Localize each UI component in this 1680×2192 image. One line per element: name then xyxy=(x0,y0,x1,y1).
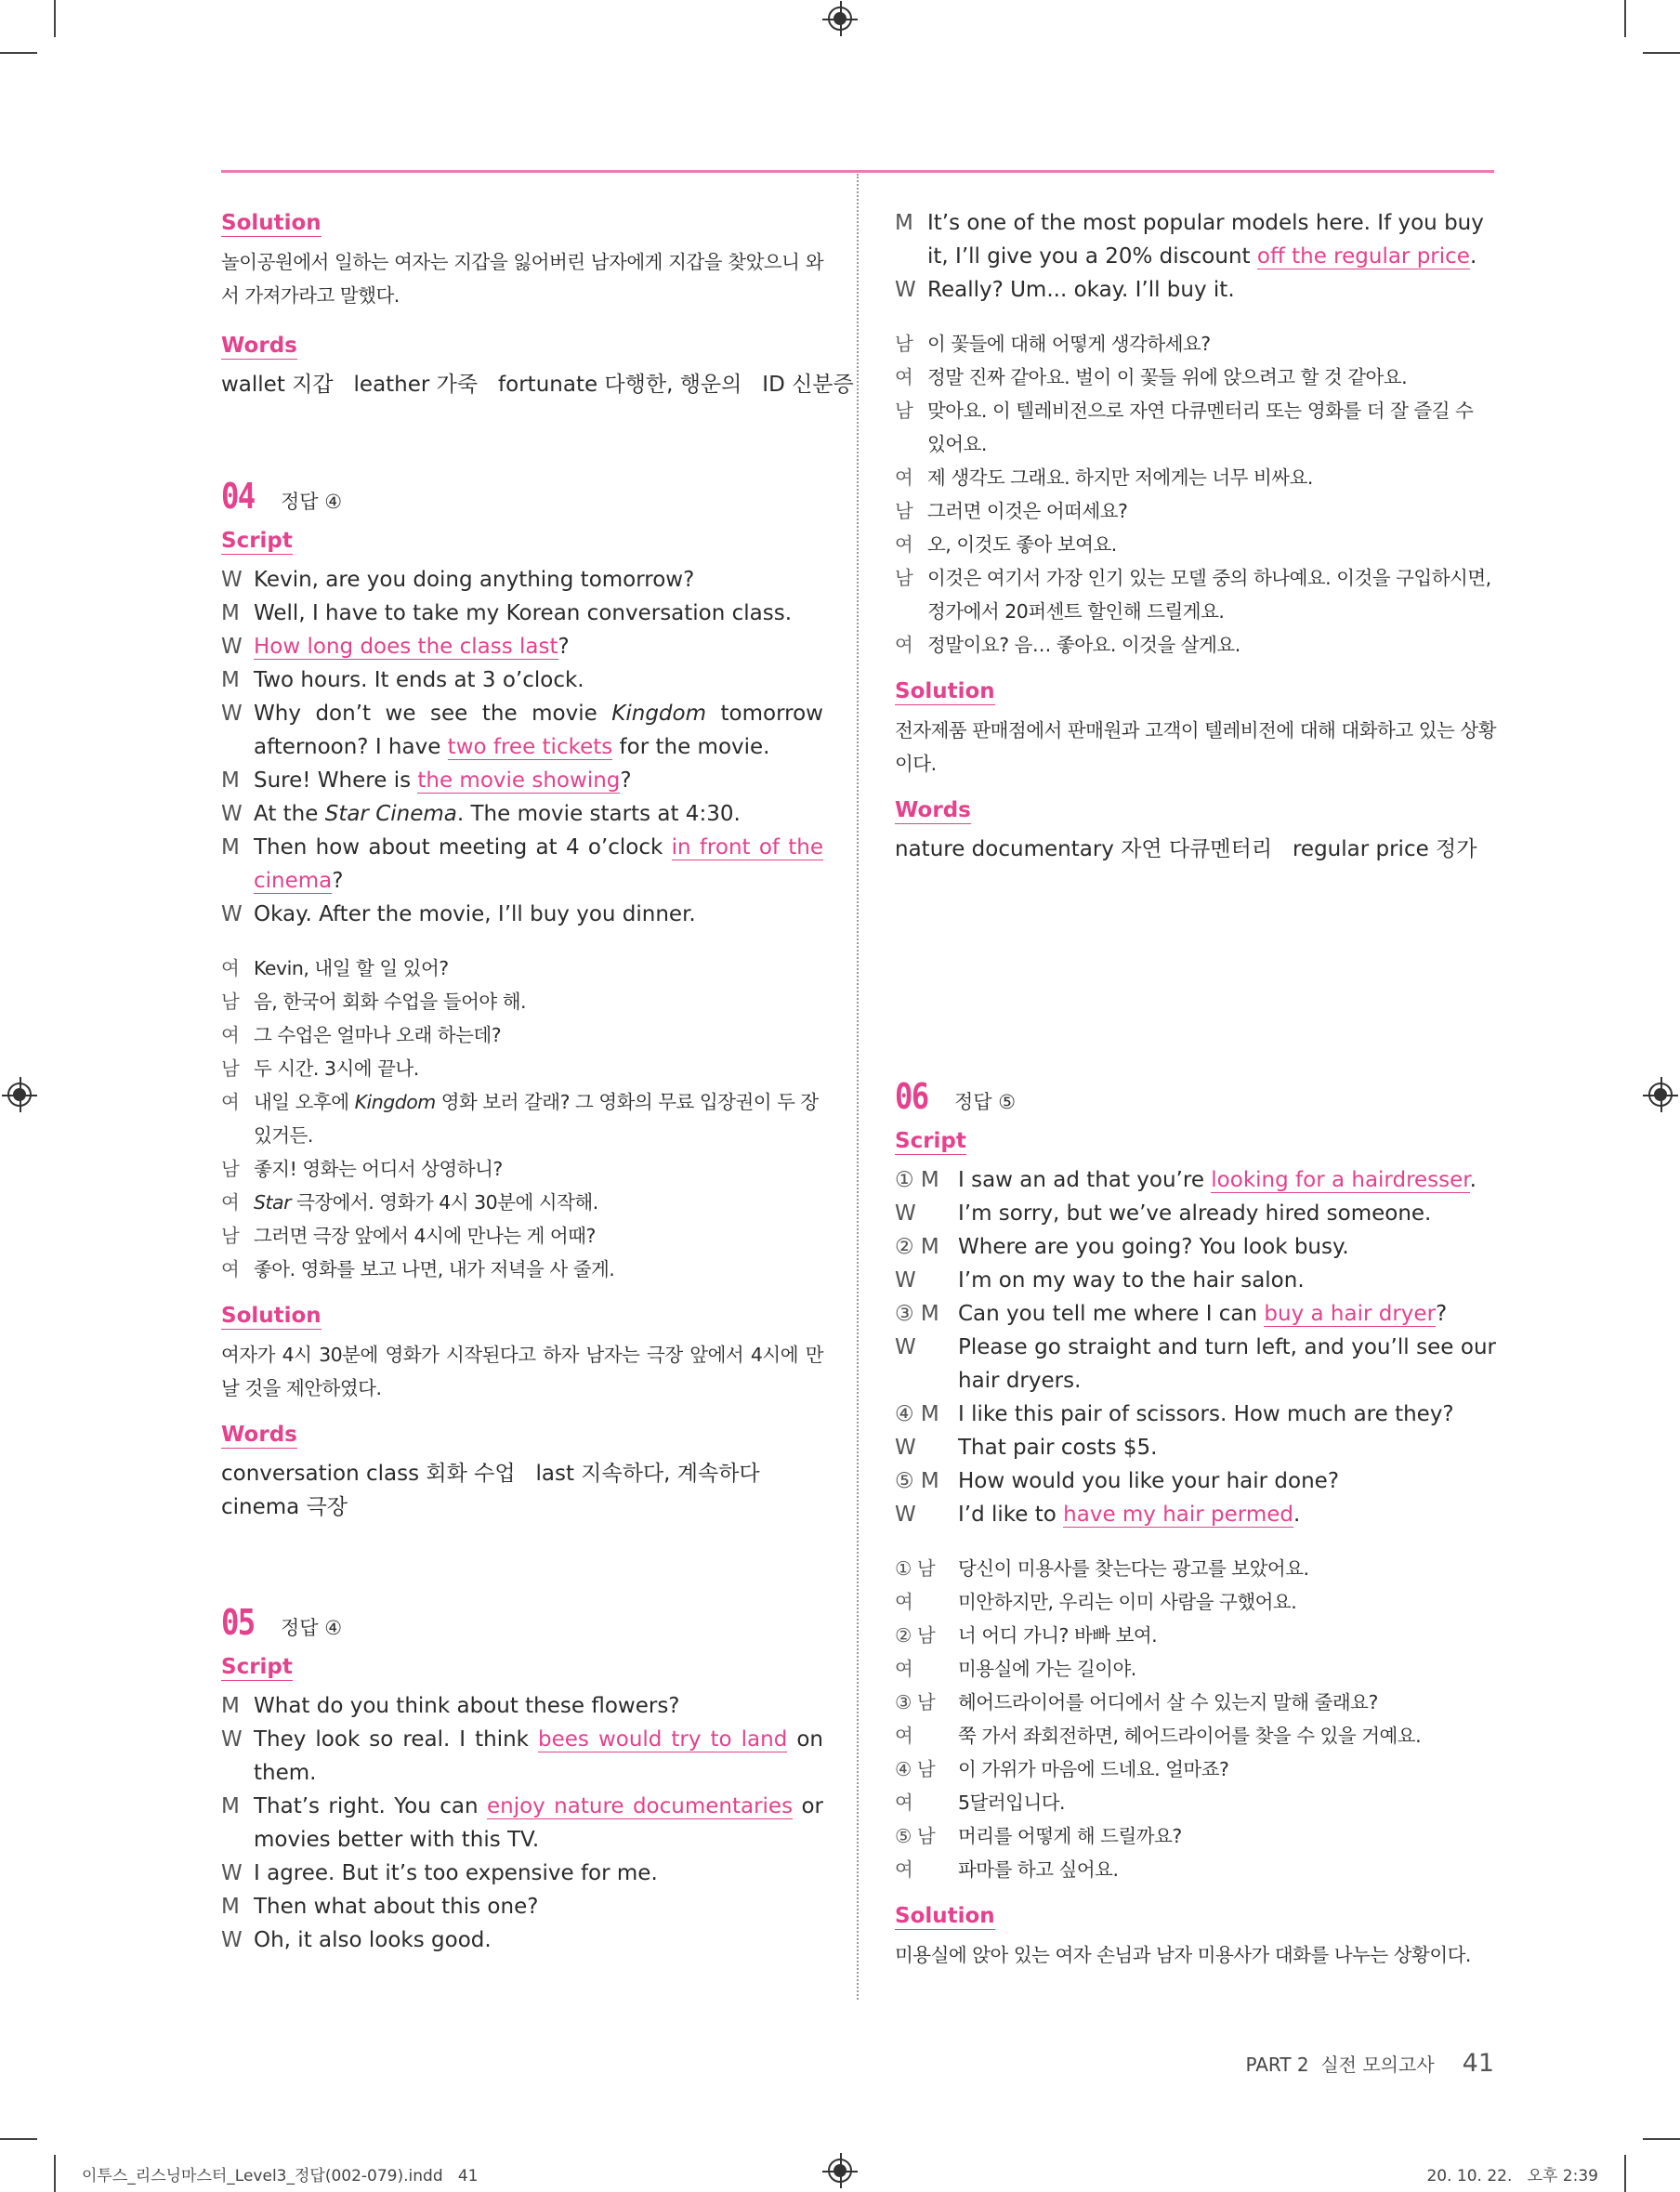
dialogue-line xyxy=(221,1923,823,1957)
speaker-label: 남 xyxy=(895,400,913,422)
speaker-label: W xyxy=(221,568,243,592)
speaker-label: M xyxy=(221,1694,240,1718)
dialogue-line xyxy=(221,1186,823,1219)
line-text: I’d like to have my hair permed. xyxy=(958,1503,1301,1527)
speaker-label: W xyxy=(895,1335,916,1359)
line-text: 정말 진짜 같아요. 벌이 이 꽃들 위에 앉으려고 할 것 같아요. xyxy=(927,366,1408,388)
speaker-label: ② M xyxy=(895,1235,939,1259)
left-column xyxy=(221,206,854,1957)
registration-mark-icon xyxy=(828,2159,852,2183)
dialogue-line xyxy=(895,1230,1496,1264)
dialogue-line xyxy=(895,561,1496,628)
script-lines xyxy=(895,206,1496,307)
speaker-label: 여 xyxy=(895,1658,913,1680)
solution-text: 놀이공원에서 일하는 여자는 지갑을 잃어버린 남자에게 지갑을 찾았으니 와서 가져가라고 말했다. xyxy=(221,251,823,307)
speaker-label: W xyxy=(221,1928,243,1952)
line-text: 너 어디 가니? 바빠 보여. xyxy=(958,1624,1158,1647)
line-text: They look so real. I think bees would try to land on them. xyxy=(254,1727,823,1785)
question-title xyxy=(895,1076,1496,1119)
crop-mark xyxy=(0,52,37,54)
line-text: At the Star Cinema. The movie starts at 4:30. xyxy=(254,802,741,826)
script-lines xyxy=(895,1163,1496,1531)
italic-title: Star xyxy=(254,1191,292,1214)
dialogue-line xyxy=(221,597,823,630)
speaker-label: 남 xyxy=(895,500,913,522)
line-text: 정말이요? 음… 좋아요. 이것을 살게요. xyxy=(927,634,1240,656)
section-heading: Solution xyxy=(895,1904,995,1928)
question-04 xyxy=(221,476,824,1524)
dialogue-line xyxy=(895,1498,1496,1531)
answer-label: 정답 ④ xyxy=(281,491,343,513)
line-text: Really? Um... okay. I’ll buy it. xyxy=(927,278,1235,302)
dialogue-line xyxy=(895,1197,1496,1230)
speaker-label: 남 xyxy=(221,1225,240,1247)
question-number: 04 xyxy=(221,476,255,517)
speaker-label: ④ M xyxy=(895,1402,939,1426)
dialogue-line xyxy=(895,1398,1496,1431)
speaker-label: W xyxy=(221,1727,243,1752)
crop-mark xyxy=(1624,0,1626,37)
speaker-label: 남 xyxy=(895,567,913,589)
dialogue-line xyxy=(221,663,823,697)
dialogue-line xyxy=(895,394,1496,461)
speaker-label: ④ 남 xyxy=(895,1758,936,1780)
solution-text: 미용실에 앉아 있는 여자 손님과 남자 미용사가 대화를 나누는 상황이다. xyxy=(895,1944,1471,1966)
dialogue-line xyxy=(221,1052,823,1085)
answer-label: 정답 ⑤ xyxy=(954,1091,1017,1113)
crop-mark xyxy=(54,0,56,37)
dialogue-line xyxy=(895,1264,1496,1297)
section-heading: Words xyxy=(895,798,971,822)
dialogue-line xyxy=(221,764,823,797)
line-text: Where are you going? You look busy. xyxy=(958,1235,1349,1259)
speaker-label: 남 xyxy=(221,1158,240,1180)
dialogue-line xyxy=(221,697,823,764)
speaker-label: 여 xyxy=(895,1792,913,1814)
section-heading: Words xyxy=(221,1423,297,1447)
korean-lines xyxy=(221,952,823,1286)
dialogue-line xyxy=(895,1786,1496,1819)
speaker-label: 남 xyxy=(221,991,240,1013)
line-text: 이 꽃들에 대해 어떻게 생각하세요? xyxy=(927,333,1211,355)
line-text: 음, 한국어 회화 수업을 들어야 해. xyxy=(254,991,527,1013)
column-divider xyxy=(857,174,859,2000)
right-column xyxy=(895,206,1496,1972)
speaker-label: 여 xyxy=(221,1091,240,1113)
dialogue-line xyxy=(221,797,823,831)
script-lines xyxy=(221,563,823,931)
speaker-label: 여 xyxy=(895,533,913,556)
dialogue-line xyxy=(895,327,1496,361)
registration-mark-icon xyxy=(828,7,852,31)
highlight-phrase: the movie showing xyxy=(417,768,621,793)
speaker-label: ① 남 xyxy=(895,1557,936,1580)
speaker-label: M xyxy=(221,768,240,793)
line-text: That pair costs $5. xyxy=(958,1436,1158,1460)
section-heading: Script xyxy=(895,1129,966,1153)
speaker-label: M xyxy=(221,835,240,860)
words-03-section xyxy=(221,329,854,401)
speaker-label: ⑤ 남 xyxy=(895,1825,936,1847)
speaker-label: M xyxy=(895,211,913,235)
highlight-phrase: enjoy nature documentaries xyxy=(486,1794,794,1818)
speaker-label: W xyxy=(895,1201,916,1226)
line-text: I saw an ad that you’re looking for a hairdresser. xyxy=(958,1168,1477,1192)
line-text: 파마를 하고 싶어요. xyxy=(958,1858,1119,1881)
line-text: 쭉 가서 좌회전하면, 헤어드라이어를 찾을 수 있을 거예요. xyxy=(958,1725,1422,1747)
dialogue-line xyxy=(221,563,823,597)
dialogue-line xyxy=(895,1819,1496,1853)
speaker-label: M xyxy=(221,1794,240,1818)
line-text: Can you tell me where I can buy a hair dryer? xyxy=(958,1302,1448,1326)
words-line: wallet 지갑 leather 가죽 fortunate 다행한, 행운의 ID 신분증 xyxy=(221,373,854,397)
speaker-label: W xyxy=(895,1268,916,1293)
korean-lines xyxy=(895,327,1496,662)
highlight-phrase: in front of the cinema xyxy=(254,835,824,893)
speaker-label: M xyxy=(221,1895,240,1919)
line-text: 그러면 극장 앞에서 4시에 만나는 게 어때? xyxy=(254,1225,596,1247)
dialogue-line xyxy=(895,1619,1496,1652)
dialogue-line xyxy=(895,361,1496,394)
solution-03-section xyxy=(221,206,823,312)
solution-text: 여자가 4시 30분에 영화가 시작된다고 하자 남자는 극장 앞에서 4시에 만날 것을 제안하였다. xyxy=(221,1344,823,1399)
slug-right: 20. 10. 22. 오후 2:39 xyxy=(1426,2167,1598,2185)
dialogue-line xyxy=(895,494,1496,528)
line-text: Then what about this one? xyxy=(254,1895,539,1919)
speaker-label: 남 xyxy=(221,1057,240,1080)
line-text: 좋지! 영화는 어디서 상영하니? xyxy=(254,1158,503,1180)
italic-title: Kingdom xyxy=(354,1091,436,1113)
speaker-label: ⑤ M xyxy=(895,1469,939,1493)
words-line: cinema 극장 xyxy=(221,1495,348,1519)
line-text: Kevin, are you doing anything tomorrow? xyxy=(254,568,695,592)
highlight-phrase: buy a hair dryer xyxy=(1264,1302,1437,1326)
speaker-label: M xyxy=(221,601,240,625)
speaker-label: 여 xyxy=(895,1591,913,1613)
line-text: 두 시간. 3시에 끝나. xyxy=(254,1057,419,1080)
line-text: I’m sorry, but we’ve already hired someone. xyxy=(958,1201,1432,1226)
speaker-label: 여 xyxy=(221,1191,240,1214)
speaker-label: ③ M xyxy=(895,1302,939,1326)
dialogue-line xyxy=(221,831,823,898)
line-text: 오, 이것도 좋아 보여요. xyxy=(927,533,1117,556)
speaker-label: M xyxy=(221,668,240,692)
answer-label: 정답 ④ xyxy=(281,1617,343,1639)
line-text: 그러면 이것은 어떠세요? xyxy=(927,500,1128,522)
section-heading: Solution xyxy=(221,211,322,235)
dialogue-line xyxy=(221,898,823,931)
speaker-label: W xyxy=(221,702,243,726)
highlight-phrase: bees would try to land xyxy=(538,1727,788,1752)
line-text: Kevin, 내일 할 일 있어? xyxy=(254,957,449,979)
dialogue-line xyxy=(895,528,1496,561)
dialogue-line xyxy=(895,1163,1496,1197)
dialogue-line xyxy=(895,1585,1496,1619)
line-text: 당신이 미용사를 찾는다는 광고를 보았어요. xyxy=(958,1557,1309,1580)
line-text: 좋아. 영화를 보고 나면, 내가 저녁을 사 줄게. xyxy=(254,1258,615,1280)
line-text: 이 가위가 마음에 드네요. 얼마죠? xyxy=(958,1758,1229,1780)
question-05 xyxy=(221,1602,823,1957)
registration-mark-icon xyxy=(7,1083,32,1107)
line-text: Well, I have to take my Korean conversation class. xyxy=(254,601,793,625)
line-text: I like this pair of scissors. How much are they? xyxy=(958,1402,1454,1426)
line-text: Okay. After the movie, I’ll buy you dinner. xyxy=(254,902,696,926)
question-number: 05 xyxy=(221,1602,255,1643)
page-footer xyxy=(1245,2049,1494,2078)
script-lines xyxy=(221,1689,823,1957)
dialogue-line xyxy=(895,1552,1496,1585)
dialogue-line xyxy=(221,1219,823,1253)
speaker-label: W xyxy=(221,1861,243,1885)
crop-mark xyxy=(1624,2155,1626,2192)
section-heading: Solution xyxy=(221,1304,322,1328)
page-number: 41 xyxy=(1462,2049,1494,2078)
registration-mark-icon xyxy=(1648,1083,1673,1107)
dialogue-line xyxy=(221,1018,823,1052)
dialogue-line xyxy=(895,273,1496,307)
speaker-label: 여 xyxy=(221,957,240,979)
line-text: 미안하지만, 우리는 이미 사람을 구했어요. xyxy=(958,1591,1297,1613)
dialogue-line xyxy=(895,1719,1496,1752)
dialogue-line xyxy=(895,206,1496,273)
line-text: How long does the class last? xyxy=(254,635,570,659)
speaker-label: W xyxy=(221,802,243,826)
crop-mark xyxy=(0,2138,37,2140)
korean-lines xyxy=(895,1552,1496,1886)
highlight-phrase: two free tickets xyxy=(447,735,613,759)
section-heading: Script xyxy=(221,529,293,553)
words-line: nature documentary 자연 다큐멘터리 regular price 정가 xyxy=(895,837,1477,861)
line-text: 내일 오후에 Kingdom 영화 보러 갈래? 그 영화의 무료 입장권이 두 장 있거든. xyxy=(254,1091,819,1147)
speaker-label: ① M xyxy=(895,1168,939,1192)
dialogue-line xyxy=(221,1890,823,1923)
line-text: 이것은 여기서 가장 인기 있는 모델 중의 하나예요. 이것을 구입하시면, 정가에서 20퍼센트 할인해 드릴게요. xyxy=(927,567,1491,623)
line-text: It’s one of the most popular models here. If you buy it, I’ll give you a 20% discount off the regular price. xyxy=(927,211,1484,269)
line-text: Then how about meeting at 4 o’clock in front of the cinema? xyxy=(254,835,824,893)
speaker-label: 남 xyxy=(895,333,913,355)
line-text: I’m on my way to the hair salon. xyxy=(958,1268,1305,1293)
speaker-label: 여 xyxy=(895,634,913,656)
speaker-label: 여 xyxy=(221,1258,240,1280)
solution-text: 전자제품 판매점에서 판매원과 고객이 텔레비전에 대해 대화하고 있는 상황이다. xyxy=(895,719,1496,775)
speaker-label: ③ 남 xyxy=(895,1691,936,1713)
crop-mark xyxy=(1643,52,1680,54)
dialogue-line xyxy=(895,1752,1496,1786)
slug-left: 이투스_리스닝마스터_Level3_정답(002-079).indd 41 xyxy=(82,2167,479,2185)
section-heading: Script xyxy=(221,1655,293,1679)
question-title xyxy=(221,476,823,518)
line-text: Please go straight and turn left, and you’ll see our hair dryers. xyxy=(958,1335,1496,1393)
highlight-phrase: looking for a hairdresser xyxy=(1211,1168,1470,1192)
speaker-label: 여 xyxy=(895,1725,913,1747)
speaker-label: 여 xyxy=(895,466,913,489)
dialogue-line xyxy=(895,1464,1496,1498)
dialogue-line xyxy=(221,1152,823,1186)
speaker-label: 여 xyxy=(221,1024,240,1046)
line-text: 5달러입니다. xyxy=(958,1792,1066,1814)
dialogue-line xyxy=(221,1253,823,1286)
dialogue-line xyxy=(895,628,1496,662)
line-text: Why don’t we see the movie Kingdom tomorrow afternoon? I have two free tickets for the movie. xyxy=(254,702,823,759)
speaker-label: ② 남 xyxy=(895,1624,936,1647)
line-text: 제 생각도 그래요. 하지만 저에게는 너무 비싸요. xyxy=(927,466,1313,489)
line-text: 그 수업은 얼마나 오래 하는데? xyxy=(254,1024,502,1046)
speaker-label: W xyxy=(895,278,916,302)
section-heading: Solution xyxy=(895,679,995,703)
speaker-label: 여 xyxy=(895,366,913,388)
section-heading: Words xyxy=(221,334,297,358)
question-06 xyxy=(895,1076,1496,1972)
line-text: That’s right. You can enjoy nature documentaries or movies better with this TV. xyxy=(254,1794,823,1852)
top-rule xyxy=(221,170,1494,173)
crop-mark xyxy=(54,2155,56,2192)
speaker-label: W xyxy=(895,1436,916,1460)
dialogue-line xyxy=(895,1686,1496,1719)
words-line: conversation class 회화 수업 last 지속하다, 계속하다 xyxy=(221,1462,760,1486)
question-number: 06 xyxy=(895,1076,928,1117)
dialogue-line xyxy=(895,1331,1496,1398)
dialogue-line xyxy=(221,1085,823,1152)
line-text: 맞아요. 이 텔레비전으로 자연 다큐멘터리 또는 영화를 더 잘 즐길 수 있어요. xyxy=(927,400,1474,455)
dialogue-line xyxy=(895,461,1496,494)
dialogue-line xyxy=(895,1853,1496,1886)
line-text: What do you think about these flowers? xyxy=(254,1694,680,1718)
line-text: 머리를 어떻게 해 드릴까요? xyxy=(958,1825,1182,1847)
italic-title: Kingdom xyxy=(611,702,707,726)
dialogue-line xyxy=(221,985,823,1018)
crop-mark xyxy=(1643,2138,1680,2140)
speaker-label: W xyxy=(221,635,243,659)
dialogue-line xyxy=(221,630,823,663)
line-text: Star 극장에서. 영화가 4시 30분에 시작해. xyxy=(254,1191,598,1214)
line-text: Two hours. It ends at 3 o’clock. xyxy=(254,668,584,692)
italic-title: Star Cinema xyxy=(324,802,457,826)
speaker-label: 여 xyxy=(895,1858,913,1881)
dialogue-line xyxy=(895,1652,1496,1686)
line-text: Sure! Where is the movie showing? xyxy=(254,768,632,793)
speaker-label: W xyxy=(895,1503,916,1527)
line-text: 헤어드라이어를 어디에서 살 수 있는지 말해 줄래요? xyxy=(958,1691,1378,1713)
line-text: Oh, it also looks good. xyxy=(254,1928,492,1952)
dialogue-line xyxy=(895,1431,1496,1464)
highlight-phrase: off the regular price xyxy=(1256,244,1470,269)
dialogue-line xyxy=(895,1297,1496,1331)
line-text: I agree. But it’s too expensive for me. xyxy=(254,1861,658,1885)
highlight-phrase: How long does the class last xyxy=(254,635,558,659)
dialogue-line xyxy=(221,1723,823,1790)
line-text: How would you like your hair done? xyxy=(958,1469,1340,1493)
highlight-phrase: have my hair permed xyxy=(1063,1503,1294,1527)
speaker-label: W xyxy=(221,902,243,926)
line-text: 미용실에 가는 길이야. xyxy=(958,1658,1136,1680)
dialogue-line xyxy=(221,1790,823,1857)
dialogue-line xyxy=(221,952,823,985)
dialogue-line xyxy=(221,1689,823,1723)
dialogue-line xyxy=(221,1857,823,1890)
question-title xyxy=(221,1602,823,1645)
part-label: PART 2 실전 모의고사 xyxy=(1245,2054,1435,2076)
